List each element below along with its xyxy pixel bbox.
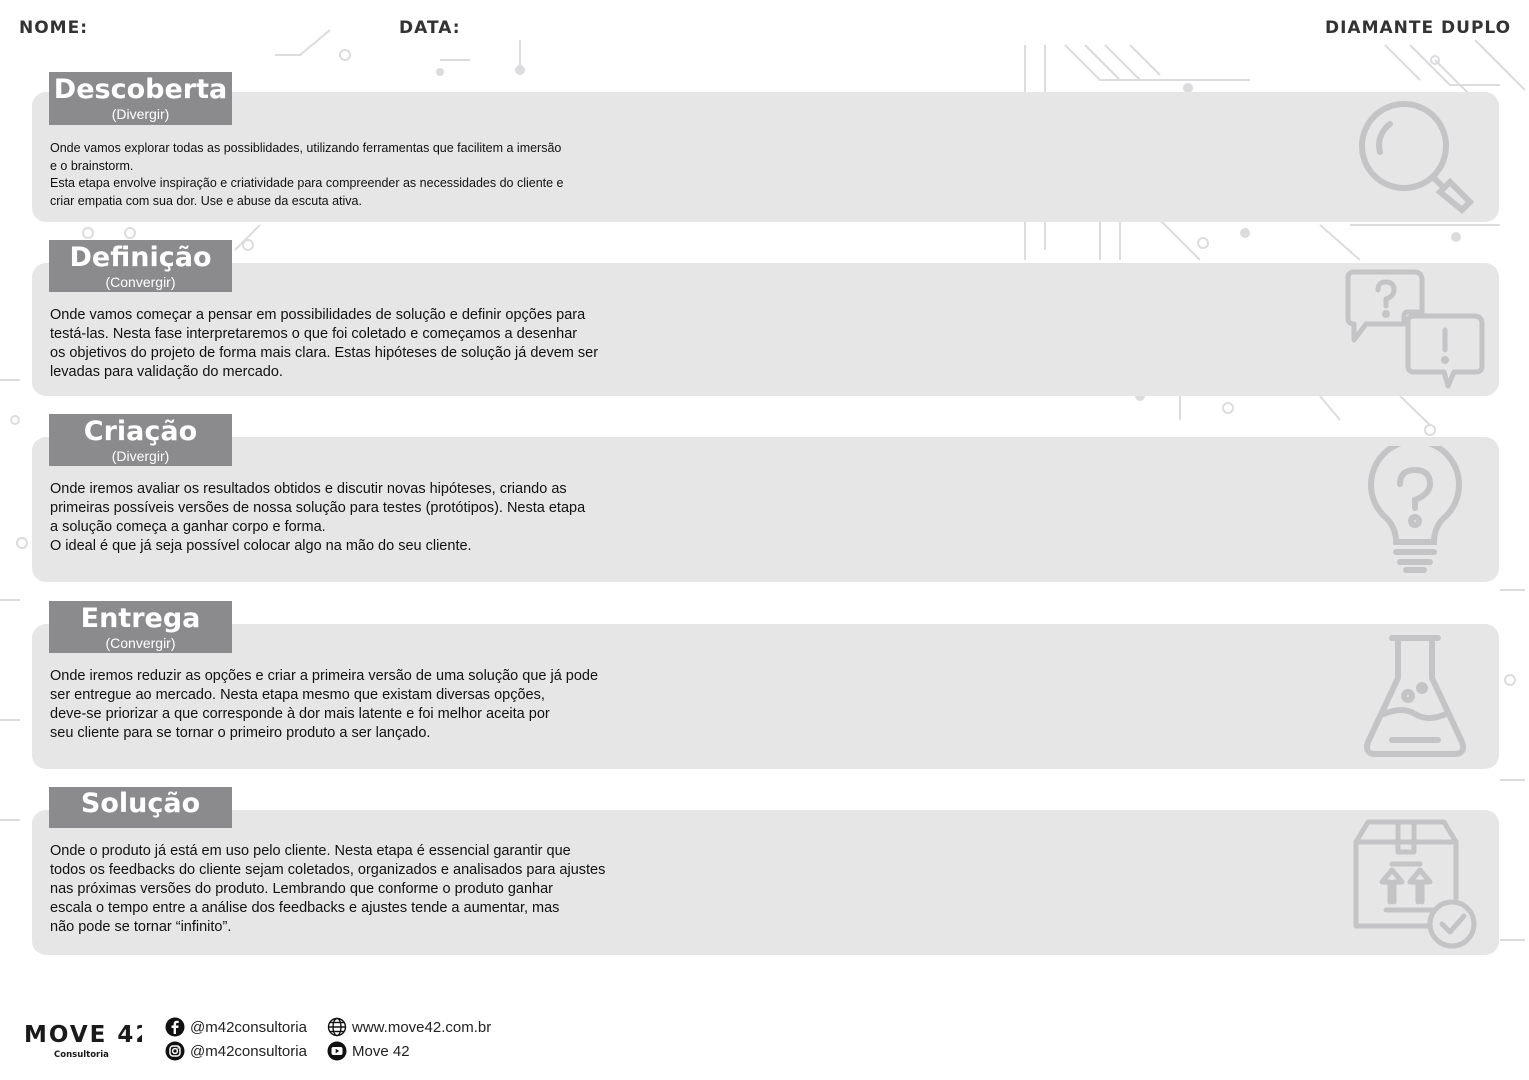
stage-description: Onde vamos explorar todas as possiblidades, utilizando ferramentas que facilitem a imersão e o brainstorm. Esta etapa envolve inspiração e criatividade para compreender as necessidades do cliente e criar empatia com sua dor. Use e abuse da escuta ativa. [50,141,564,208]
facebook-icon [165,1017,185,1037]
stage-tab-descoberta [49,72,232,125]
stage-title: Criação [83,416,198,447]
instagram-icon [165,1041,185,1061]
lightbulb-question-icon [1366,446,1464,574]
youtube-link[interactable] [327,1041,410,1061]
stage-subtitle: (Divergir) [111,448,170,464]
stage-description: Onde o produto já está em uso pelo cliente. Nesta etapa é essencial garantir que todos os feedbacks do cliente sejam coletados, organizados e analisados para ajustes nas próximas versões do produto. Lembrando que conforme o produto ganhar escala o tempo entre a análise dos feedbacks e ajustes tende a aumentar, mas não pode se tornar “infinito”. [50,843,606,935]
stage-title: Definição [69,242,212,273]
document-title: DIAMANTE DUPLO [1325,18,1512,38]
website-url: www.move42.com.br [352,1018,492,1036]
stage-subtitle: (Convergir) [105,635,176,651]
logo-subtext: Consultoria [54,1050,109,1060]
instagram-handle: @m42consultoria [190,1042,307,1060]
facebook-handle: @m42consultoria [190,1018,307,1036]
youtube-icon [327,1041,347,1061]
stage-title: Descoberta [53,74,228,105]
stage-subtitle: (Divergir) [111,106,170,122]
stage-title: Solução [80,788,201,819]
stage-tab-definicao [49,240,232,292]
stage-description: Onde vamos começar a pensar em possibilidades de solução e definir opções para testá-las. Nesta fase interpretaremos o que foi coletado e começamos a desenhar os objetivos do projeto de forma mais clara. Estas hipóteses de solução já devem ser levadas para validação do mercado. [50,307,599,380]
stage-title: Entrega [80,603,201,634]
magnifier-icon [1352,96,1478,216]
website-link[interactable] [327,1017,491,1037]
date-label: DATA: [399,18,461,38]
globe-icon [327,1017,347,1037]
stage-subtitle: (Convergir) [105,274,176,290]
stage-tab-solucao [49,787,232,828]
name-label: NOME: [19,18,89,38]
move42-logo [24,1016,142,1064]
logo-mark [24,1016,142,1060]
question-exclamation-bubbles-icon [1344,268,1488,392]
youtube-channel: Move 42 [352,1042,410,1060]
package-check-icon [1352,818,1478,950]
instagram-link[interactable] [165,1041,307,1061]
stage-tab-entrega [49,601,232,653]
stage-tab-criacao [49,414,232,466]
facebook-link[interactable] [165,1017,307,1037]
flask-icon [1362,634,1468,760]
stage-description: Onde iremos reduzir as opções e criar a primeira versão de uma solução que já pode ser entregue ao mercado. Nesta etapa mesmo que existam diversas opções, deve-se priorizar a que corresponde à dor mais latente e foi melhor aceita por seu cliente para se tornar o primeiro produto a ser lançado. [50,668,599,741]
logo-text: MOVE 42 [24,1022,142,1048]
stage-description: Onde iremos avaliar os resultados obtidos e discutir novas hipóteses, criando as primeiras possíveis versões de nossa solução para testes (protótipos). Nesta etapa a solução começa a ganhar corpo e forma. O ideal é que já seja possível colocar algo na mão do seu cliente. [50,481,586,554]
